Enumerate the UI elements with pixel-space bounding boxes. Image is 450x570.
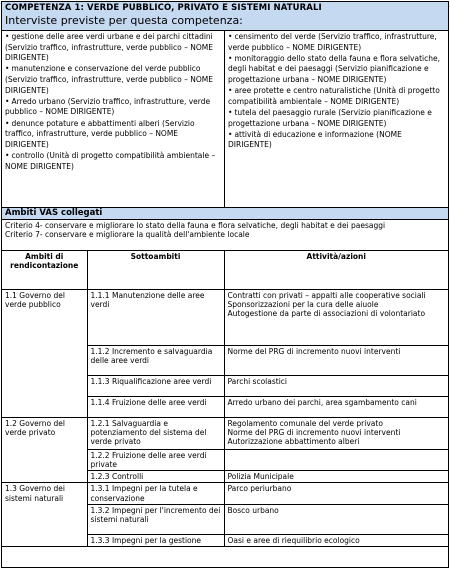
sottoambito-cell: 1.2.3 Controlli [87, 471, 224, 483]
attivita-cell [224, 449, 448, 471]
interviews-section [2, 31, 448, 208]
sottoambito-cell: 1.3.2 Impegni per l'incremento dei sistemi naturali [87, 504, 224, 534]
interviews-right-column [225, 31, 448, 207]
competence-title: COMPETENZA 1: VERDE PUBBLICO, PRIVATO E SISTEMI NATURALI [5, 3, 322, 13]
bullet-icon: • [5, 150, 10, 160]
attivita-cell: Contratti con privati – appalti alle cooperative sociali Sponsorizzazioni per la cura delle aiuole Autogestione da parte di associazioni di volontariato [224, 289, 448, 345]
ambito-cell: 1.2 Governo del verde privato [2, 417, 87, 483]
interview-item: • manutenzione e conservazione del verde pubblico (Servizio traffico, infrastrutture, verde pubblico – NOME DIRIGENTE) [5, 64, 213, 95]
sottoambito-cell: 1.1.1 Manutenzione delle aree verdi [87, 289, 224, 345]
interviews-subtitle: Interviste previste per questa competenza: [5, 14, 243, 27]
vas-criterion: Criterio 4- conservare e migliorare lo stato della fauna e flora selvatiche, degli habitat e dei paesaggi [5, 221, 386, 230]
bullet-icon: • [5, 118, 10, 128]
sottoambito-cell: 1.3.1 Impegni per la tutela e conservazione [87, 483, 224, 505]
interview-item: • attività di educazione e informazione (NOME DIRIGENTE) [228, 129, 402, 150]
competence-header [2, 2, 448, 31]
attivita-cell: Parco periurbano [224, 483, 448, 505]
bullet-icon: • [228, 107, 233, 117]
bullet-icon: • [5, 32, 10, 41]
sottoambito-cell: 1.1.4 Fruizione delle aree verdi [87, 396, 224, 417]
bullet-icon: • [228, 129, 233, 139]
interview-item: • censimento del verde (Servizio traffico, infrastrutture, verde pubblico – NOME DIRIGENTE) [228, 32, 437, 52]
table-header-row [2, 251, 448, 289]
bullet-icon: • [228, 86, 233, 96]
ambito-cell: 1.3 Governo dei sistemi naturali [2, 483, 87, 547]
attivita-cell: Arredo urbano dei parchi, area sgambamento cani [224, 396, 448, 417]
sottoambito-cell: 1.1.2 Incremento e salvaguardia delle aree verdi [87, 345, 224, 375]
sottoambito-cell: 1.2.1 Salvaguardia e potenziamento del sistema del verde privato [87, 417, 224, 449]
vas-criterion: Criterio 7- conservare e migliorare la qualità dell'ambiente locale [5, 230, 250, 240]
bullet-icon: • [5, 64, 10, 74]
interview-item: • Arredo urbano (Servizio traffico, infrastrutture, verde pubblico – NOME DIRIGENTE) [5, 96, 211, 117]
vas-section-title: Ambiti VAS collegati [2, 208, 448, 220]
sottoambito-cell: 1.3.3 Impegni per la gestione [87, 534, 224, 546]
document-page [1, 1, 449, 568]
table-row [2, 417, 448, 449]
bullet-icon: • [228, 32, 233, 41]
activities-table [2, 251, 448, 547]
interview-item: • controllo (Unità di progetto compatibilità ambientale – NOME DIRIGENTE) [5, 150, 216, 171]
column-header-sottoambiti: Sottoambiti [87, 251, 224, 289]
sottoambito-cell: 1.1.3 Riqualificazione aree verdi [87, 375, 224, 396]
sottoambito-cell: 1.2.2 Fruizione delle aree verdi private [87, 449, 224, 471]
bullet-icon: • [5, 96, 10, 106]
attivita-cell: Parchi scolastici [224, 375, 448, 396]
attivita-cell: Bosco urbano [224, 504, 448, 534]
attivita-cell: Norme del PRG di incremento nuovi interventi [224, 345, 448, 375]
interviews-left-column [2, 31, 225, 207]
table-row [2, 483, 448, 505]
interview-item: • tutela del paesaggio rurale (Servizio pianificazione e progettazione urbana – NOME DIRIGENTE) [228, 107, 432, 128]
interview-item: • aree protette e centro naturalistiche (Unità di progetto compatibilità ambientale – NOME DIRIGENTE) [228, 86, 440, 106]
vas-criteria [2, 220, 448, 251]
column-header-attivita: Attività/azioni [224, 251, 448, 289]
bullet-icon: • [228, 53, 233, 63]
ambito-cell: 1.1 Governo del verde pubblico [2, 289, 87, 417]
attivita-cell: Regolamento comunale del verde privato Norme del PRG di incremento nuovi interventi Autorizzazione abbattimento alberi [224, 417, 448, 449]
attivita-cell: Oasi e aree di riequilibrio ecologico [224, 534, 448, 546]
interview-item: • monitoraggio dello stato della fauna e flora selvatiche, degli habitat e dei paesaggi (Servizio pianificazione e progettazione urbana – NOME DIRIGENTE) [228, 53, 440, 84]
attivita-cell: Polizia Municipale [224, 471, 448, 483]
interview-item: • denunce potature e abbattimenti alberi (Servizio traffico, infrastrutture, verde pubblico – NOME DIRIGENTE) [5, 118, 195, 149]
table-row [2, 289, 448, 345]
interview-item: • gestione delle aree verdi urbane e dei parchi cittadini (Servizio traffico, infrastrutture, verde pubblico – NOME DIRIGENTE) [5, 32, 213, 63]
column-header-ambiti: Ambiti di rendicontazione [2, 251, 87, 289]
